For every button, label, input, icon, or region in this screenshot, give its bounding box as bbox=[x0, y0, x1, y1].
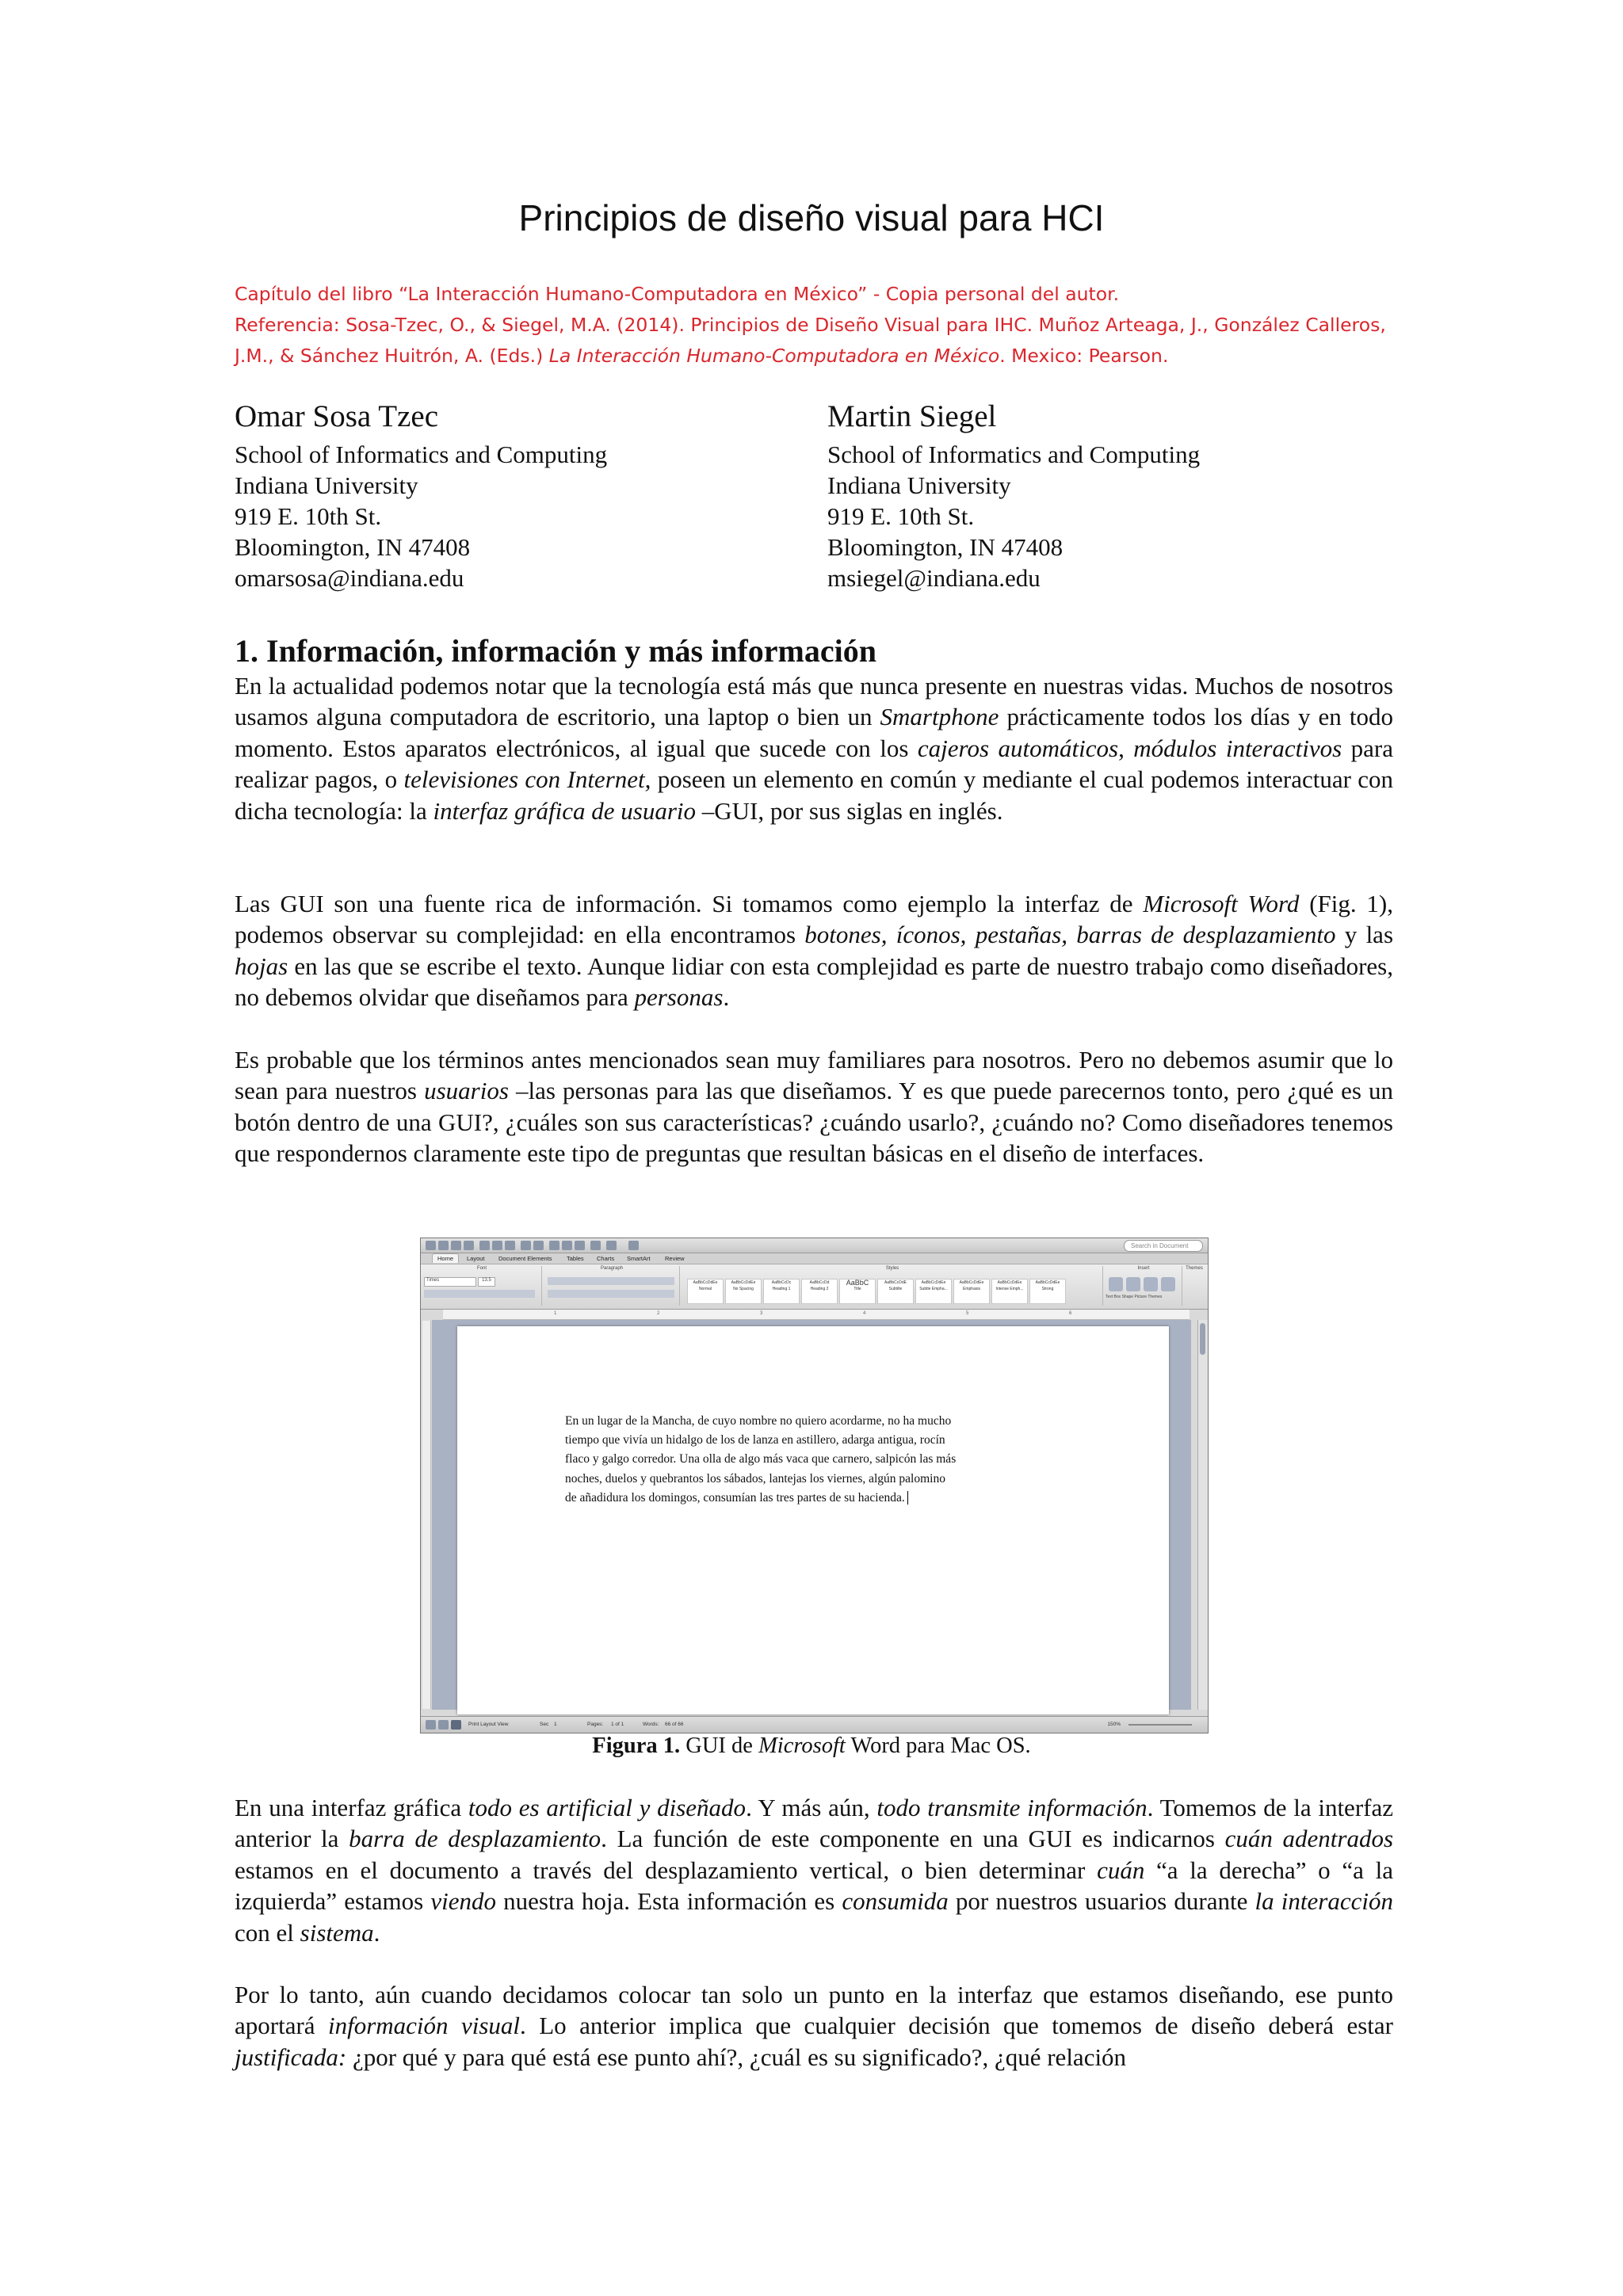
author-department: School of Informatics and Computing bbox=[827, 441, 1201, 468]
text-line: flaco y galgo corredor. Una olla de algo más vaca que carnero, salpicón las más bbox=[565, 1452, 957, 1466]
tab-smartart[interactable]: SmartArt bbox=[627, 1255, 651, 1262]
style-subtle-emphasis[interactable]: AaBbCcDdEe Subtle Empha... bbox=[915, 1279, 952, 1304]
style-subtitle[interactable]: AaBbCcDdE Subtitle bbox=[877, 1279, 914, 1304]
section-label: Sec bbox=[540, 1722, 549, 1727]
tab-tables[interactable]: Tables bbox=[567, 1255, 584, 1262]
author-city: Bloomington, IN 47408 bbox=[235, 533, 471, 561]
open-icon[interactable] bbox=[438, 1241, 449, 1250]
scrollbar-thumb[interactable] bbox=[1200, 1323, 1205, 1355]
paragraph: Es probable que los términos antes mencionados sean muy familiares para nosotros. Pero no debemos asumir que lo sean para nuestros usuarios –las personas para las que diseñamos. Y es que puede parecernos tonto, pero ¿qué es un botón dentro de una GUI?, ¿cuáles son sus características? ¿cuándo usarlo?, ¿cuándo no? Como diseñadores tenemos que respondernos claramente este tipo de preguntas que resultan básicas en el diseño de interfaces. bbox=[235, 1046, 1394, 1168]
align-buttons[interactable] bbox=[548, 1290, 674, 1298]
paste-icon[interactable] bbox=[505, 1241, 515, 1250]
author-email[interactable]: msiegel@indiana.edu bbox=[827, 564, 1041, 592]
author-name: Martin Siegel bbox=[827, 399, 997, 433]
view-label: Print Layout View bbox=[468, 1722, 509, 1727]
print-icon[interactable] bbox=[464, 1241, 474, 1250]
tab-document-elements[interactable]: Document Elements bbox=[498, 1255, 552, 1262]
style-no-spacing[interactable]: AaBbCcDdEe No Spacing bbox=[725, 1279, 762, 1304]
save-icon[interactable] bbox=[451, 1241, 461, 1250]
zoom-icon[interactable] bbox=[606, 1241, 617, 1250]
search-input[interactable]: Search in Document bbox=[1124, 1240, 1203, 1252]
author-university: Indiana University bbox=[235, 471, 418, 499]
redo-icon[interactable] bbox=[533, 1241, 544, 1250]
section-value: 1 bbox=[554, 1722, 557, 1727]
undo-icon[interactable] bbox=[521, 1241, 531, 1250]
tab-charts[interactable]: Charts bbox=[597, 1255, 615, 1262]
copy-icon[interactable] bbox=[492, 1241, 502, 1250]
paragraph-group bbox=[544, 1266, 680, 1306]
author-street: 919 E. 10th St. bbox=[827, 502, 975, 530]
text-line: En un lugar de la Mancha, de cuyo nombre no quiero acordarme, no ha mucho bbox=[565, 1414, 952, 1428]
words-label: Words: bbox=[643, 1722, 659, 1727]
text-box-icon[interactable] bbox=[1109, 1277, 1123, 1291]
shape-icon[interactable] bbox=[1126, 1277, 1140, 1291]
new-icon[interactable] bbox=[426, 1241, 436, 1250]
paragraph: Por lo tanto, aún cuando decidamos colocar tan solo un punto en la interfaz que estamos diseñando, ese punto aportará información visual. Lo anterior implica que cualquier decisión que tomemos de diseño deberá estar justificada: ¿por qué y para qué está ese punto ahí?, ¿cuál es su significado?, ¿qué relación bbox=[235, 1981, 1393, 2071]
tab-review[interactable]: Review bbox=[665, 1255, 685, 1262]
insert-group bbox=[1106, 1266, 1182, 1306]
style-heading-2[interactable]: AaBbCcDd Heading 2 bbox=[801, 1279, 838, 1304]
group-label: Insert bbox=[1137, 1266, 1150, 1271]
tab-home[interactable]: Home bbox=[432, 1253, 459, 1263]
themes-icon[interactable] bbox=[1161, 1277, 1175, 1291]
font-size-select[interactable]: 13.5 bbox=[478, 1277, 495, 1287]
picture-icon[interactable] bbox=[1144, 1277, 1158, 1291]
zoom-level: 150% bbox=[1107, 1722, 1121, 1727]
styles-group bbox=[682, 1266, 1103, 1306]
author-block bbox=[827, 396, 1200, 593]
words-value: 66 of 66 bbox=[665, 1722, 684, 1727]
author-email[interactable]: omarsosa@indiana.edu bbox=[235, 564, 464, 592]
text-line: noches, duelos y quebrantos los sábados, lantejas los viernes, algún palomino bbox=[565, 1471, 945, 1486]
font-group bbox=[422, 1266, 542, 1306]
view-print-layout-icon[interactable] bbox=[451, 1720, 461, 1730]
note-text: J.M., & Sánchez Huitrón, A. (Eds.) bbox=[235, 345, 549, 367]
ribbon bbox=[421, 1264, 1208, 1310]
zoom-slider[interactable] bbox=[1128, 1724, 1192, 1726]
author-name: Omar Sosa Tzec bbox=[235, 399, 439, 433]
note-line: Referencia: Sosa-Tzec, O., & Siegel, M.A. (2014). Principios de Diseño Visual para IHC. Muñoz Arteaga, J., González Calleros, bbox=[235, 314, 1386, 336]
columns-icon[interactable] bbox=[562, 1241, 572, 1250]
view-draft-icon[interactable] bbox=[426, 1720, 436, 1730]
status-bar bbox=[421, 1716, 1208, 1733]
font-name-select[interactable]: Times bbox=[424, 1277, 476, 1287]
themes-group bbox=[1183, 1266, 1205, 1306]
pages-value: 1 of 1 bbox=[611, 1722, 624, 1727]
ribbon-tabs bbox=[421, 1253, 1208, 1264]
vertical-scrollbar[interactable] bbox=[1197, 1320, 1208, 1710]
author-street: 919 E. 10th St. bbox=[235, 502, 382, 530]
group-label: Font bbox=[476, 1266, 487, 1271]
author-block bbox=[235, 396, 607, 593]
document-text[interactable] bbox=[565, 1412, 1085, 1508]
document-canvas bbox=[432, 1320, 1191, 1710]
standard-toolbar bbox=[421, 1238, 1208, 1253]
pages-label: Pages: bbox=[587, 1722, 604, 1727]
word-gui-figure bbox=[420, 1238, 1209, 1733]
style-emphasis[interactable]: AaBbCcDdEe Emphasis bbox=[953, 1279, 990, 1304]
style-heading-1[interactable]: AaBbCcDc Heading 1 bbox=[763, 1279, 800, 1304]
note-line bbox=[235, 341, 1392, 372]
list-buttons[interactable] bbox=[548, 1277, 674, 1285]
view-outline-icon[interactable] bbox=[438, 1720, 449, 1730]
style-title[interactable]: AaBbC Title bbox=[839, 1279, 876, 1304]
style-normal[interactable]: AaBbCcDdEe Normal bbox=[687, 1279, 724, 1304]
section-heading: 1. Información, información y más información bbox=[235, 633, 876, 669]
book-title: La Interacción Humano-Computadora en México bbox=[548, 345, 1000, 367]
paragraph: Las GUI son una fuente rica de información. Si tomamos como ejemplo la interfaz de Microsoft Word (Fig. 1), podemos observar su complejidad: en ella encontramos botones, íconos, pestañas, barras de desplazamiento y las hojas en las que se escribe el texto. Aunque lidiar con esta complejidad es parte de nuestro trabajo como diseñadores, no debemos olvidar que diseñamos para personas. bbox=[235, 890, 1394, 1012]
vertical-ruler[interactable] bbox=[422, 1321, 431, 1709]
note-line: Capítulo del libro “La Interacción Humano-Computadora en México” - Copia personal del autor. bbox=[235, 283, 1120, 305]
paragraph: En la actualidad podemos notar que la tecnología está más que nunca presente en nuestras vidas. Muchos de nosotros usamos alguna computadora de escritorio, una laptop o bien un Smartphone prácticamente todos los días y en todo momento. Estos aparatos electrónicos, al igual que sucede con los cajeros automáticos, módulos interactivos para realizar pagos, o televisiones con Internet, poseen un elemento en común y mediante el cual podemos interactuar con dicha tecnología: la interfaz gráfica de usuario –GUI, por sus siglas en inglés. bbox=[235, 672, 1394, 825]
help-icon[interactable] bbox=[628, 1241, 639, 1250]
text-line: tiempo que vivía un hidalgo de los de lanza en astillero, adarga antigua, rocín bbox=[565, 1433, 945, 1447]
note-text: . Mexico: Pearson. bbox=[999, 345, 1169, 367]
tab-layout[interactable]: Layout bbox=[467, 1255, 485, 1262]
figure-caption: Figura 1. GUI de Microsoft Word para Mac OS. bbox=[592, 1733, 1031, 1758]
cut-icon[interactable] bbox=[479, 1241, 490, 1250]
group-label: Styles bbox=[885, 1266, 899, 1271]
citation-note bbox=[235, 279, 1392, 372]
style-strong[interactable]: AaBbCcDdEe Strong bbox=[1029, 1279, 1066, 1304]
pilcrow-icon[interactable] bbox=[590, 1241, 601, 1250]
group-label: Themes bbox=[1186, 1266, 1203, 1271]
sidebar-icon[interactable] bbox=[575, 1241, 585, 1250]
paper-title: Principios de diseño visual para HCI bbox=[518, 197, 1105, 238]
style-intense-emphasis[interactable]: AaBbCcDdEe Intense Emph... bbox=[991, 1279, 1028, 1304]
document-sheet[interactable] bbox=[457, 1326, 1169, 1714]
author-department: School of Informatics and Computing bbox=[235, 441, 608, 468]
author-university: Indiana University bbox=[827, 471, 1011, 499]
font-format-buttons[interactable] bbox=[424, 1290, 535, 1298]
group-label: Paragraph bbox=[600, 1266, 624, 1271]
insert-labels: Text Box Shape Picture Themes bbox=[1106, 1295, 1163, 1299]
horizontal-ruler[interactable]: 1 2 3 4 5 6 bbox=[443, 1310, 1190, 1320]
author-city: Bloomington, IN 47408 bbox=[827, 533, 1064, 561]
table-icon[interactable] bbox=[549, 1241, 559, 1250]
paragraph: En una interfaz gráfica todo es artificial y diseñado. Y más aún, todo transmite información. Tomemos de la interfaz anterior la barra de desplazamiento. La función de este componente en una GUI es indicarnos cuán adentrados estamos en el documento a través del desplazamiento vertical, o bien determinar cuán “a la derecha” o “a la izquierda” estamos viendo nuestra hoja. Esta información es consumida por nuestros usuarios durante la interacción con el sistema. bbox=[235, 1794, 1394, 1947]
text-line: de añadidura los domingos, consumían las tres partes de su hacienda. bbox=[565, 1489, 1085, 1508]
